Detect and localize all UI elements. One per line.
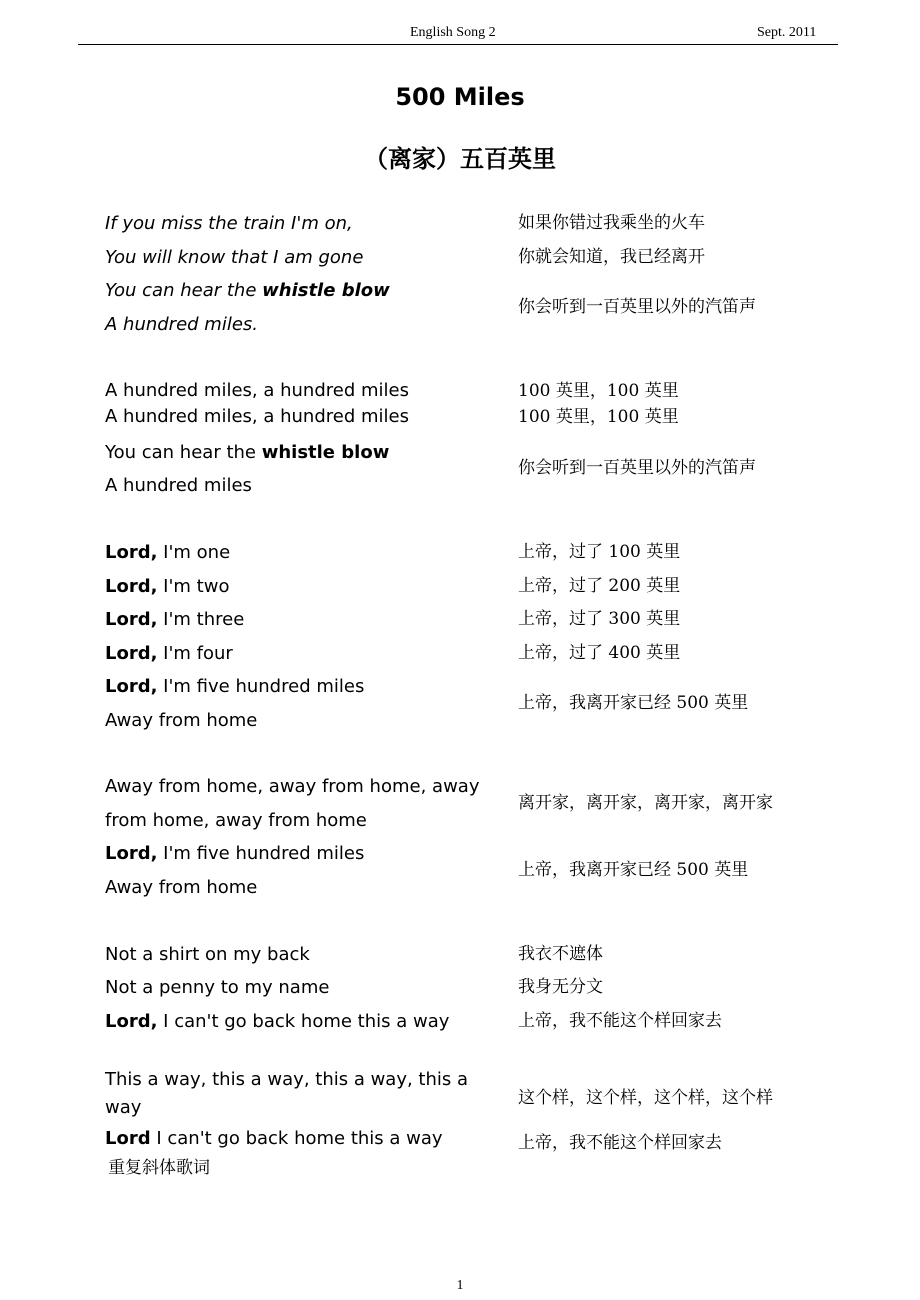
translation-line: 我衣不遮体 — [518, 944, 603, 964]
translation-line: 如果你错过我乘坐的火车 — [518, 213, 705, 233]
translation-line: 上帝，我离开家已经 500 英里 — [518, 860, 749, 880]
translation-line: 上帝，过了 100 英里 — [518, 542, 681, 562]
lyric-text: I'm five hundred miles — [157, 676, 365, 697]
lyric-line — [105, 609, 244, 631]
translation-line: 100 英里，100 英里 — [518, 407, 679, 427]
lyric-line: Not a shirt on my back — [105, 944, 310, 965]
translation-line: 上帝，我不能这个样回家去 — [518, 1011, 722, 1031]
lyric-text: I can't go back home this a way — [157, 1011, 450, 1032]
song-title: 500 Miles — [395, 83, 525, 111]
lyric-line: Away from home — [105, 710, 258, 731]
translation-line: 上帝，我离开家已经 500 英里 — [518, 693, 749, 713]
lyric-line — [105, 676, 364, 698]
lyric-line: from home, away from home — [105, 810, 367, 831]
lyric-emphasis: whistle blow — [261, 442, 390, 463]
translation-line: 你会听到一百英里以外的汽笛声 — [518, 458, 756, 478]
lyric-line — [105, 442, 389, 464]
lyric-text: I can't go back home this a way — [150, 1128, 443, 1149]
translation-line: 上帝，过了 300 英里 — [518, 609, 681, 629]
lyric-emphasis: Lord, — [105, 643, 158, 664]
lyric-text: I'm four — [157, 643, 233, 664]
lyric-text: You can hear the — [105, 280, 263, 301]
lyric-text: I'm five hundred miles — [157, 843, 365, 864]
lyric-line — [105, 643, 233, 665]
lyric-emphasis: whistle blow — [262, 280, 390, 301]
translation-line: 100 英里，100 英里 — [518, 381, 679, 401]
lyric-text: You can hear the — [105, 442, 262, 463]
lyric-line: A hundred miles — [105, 475, 252, 496]
lyric-emphasis: Lord — [105, 1128, 151, 1149]
translation-line: 这个样，这个样，这个样，这个样 — [518, 1088, 773, 1108]
lyric-emphasis: Lord, — [105, 676, 158, 697]
lyric-line — [105, 280, 390, 302]
lyric-text: I'm one — [157, 542, 231, 563]
song-subtitle-chinese: （离家）五百英里 — [364, 144, 556, 173]
translation-line: 你就会知道，我已经离开 — [518, 247, 705, 267]
lyric-emphasis: Lord, — [105, 843, 158, 864]
lyric-line — [105, 843, 364, 865]
translation-line: 上帝，过了 200 英里 — [518, 576, 681, 596]
lyric-text: I'm two — [157, 576, 230, 597]
lyric-emphasis: Lord, — [105, 609, 158, 630]
lyric-line: A hundred miles, a hundred miles — [105, 380, 409, 401]
lyric-text: I'm three — [157, 609, 245, 630]
translation-line: 上帝，我不能这个样回家去 — [518, 1133, 722, 1153]
page-number: 1 — [456, 1278, 464, 1293]
header-rule — [78, 44, 838, 45]
lyric-line: Not a penny to my name — [105, 977, 330, 998]
lyric-line: This a way, this a way, this a way, this a way — [105, 1069, 469, 1118]
lyric-line: If you miss the train I'm on, — [105, 213, 353, 234]
header-course-title: English Song 2 — [410, 25, 496, 40]
translation-line: 上帝，过了 400 英里 — [518, 643, 681, 663]
repeat-note: 重复斜体歌词 — [108, 1158, 210, 1178]
lyric-line: You will know that I am gone — [105, 247, 364, 268]
lyric-line — [105, 542, 230, 564]
translation-line: 离开家，离开家，离开家，离开家 — [518, 793, 773, 813]
lyric-emphasis: Lord, — [105, 542, 158, 563]
lyric-line: A hundred miles, a hundred miles — [105, 406, 409, 427]
translation-line: 我身无分文 — [518, 977, 603, 997]
header-date: Sept. 2011 — [757, 25, 817, 40]
lyric-line — [105, 576, 229, 598]
lyric-line: Away from home, away from home, away — [105, 776, 480, 797]
lyric-line — [105, 1128, 443, 1150]
lyric-emphasis: Lord, — [105, 576, 158, 597]
lyric-emphasis: Lord, — [105, 1011, 158, 1032]
translation-line: 你会听到一百英里以外的汽笛声 — [518, 297, 756, 317]
lyric-line: Away from home — [105, 877, 258, 898]
lyric-line: A hundred miles. — [105, 314, 259, 335]
lyric-line — [105, 1011, 449, 1033]
